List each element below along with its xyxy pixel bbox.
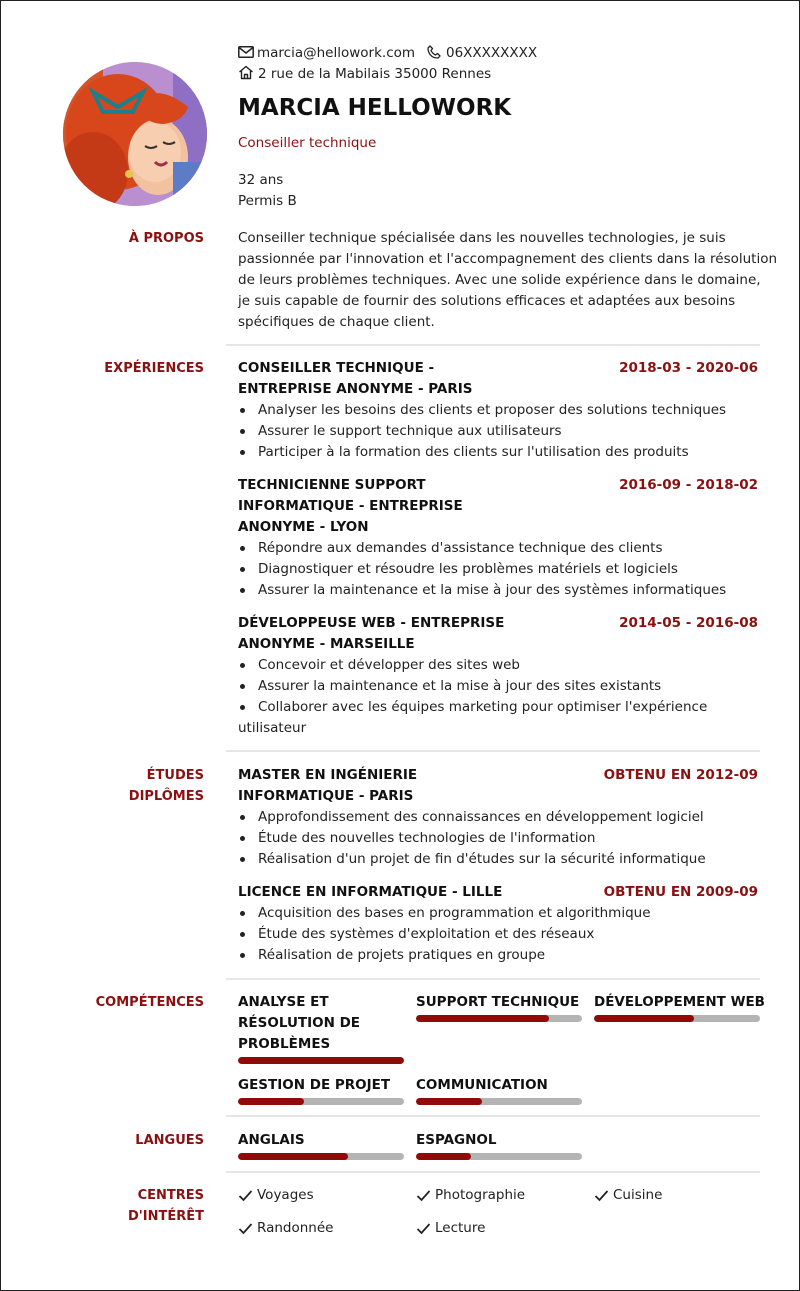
section-title-interests [128,1185,204,1227]
experience-bullets [238,400,760,463]
skill-name [238,1075,404,1096]
experience-title-line: TECHNICIENNE SUPPORT [238,477,426,493]
contact-email[interactable] [238,43,415,64]
list-item: Assurer la maintenance et la mise à jour des sites existants [238,676,708,697]
education-title [238,765,508,807]
language-item [416,1130,582,1160]
education-title-line: INFORMATIQUE - PARIS [238,788,414,804]
check-icon [238,1222,253,1235]
section-title-line: DIPLÔMES [128,789,204,804]
driving-license: Permis B [238,193,297,209]
experience-bullets [238,538,760,601]
skill-level-fill [416,1015,549,1022]
check-icon [594,1189,609,1202]
mail-icon [238,46,254,58]
experience-title [238,613,528,655]
experience-date: 2016-09 - 2018-02 [619,477,758,493]
section-divider [226,1115,760,1117]
section-title-about: À PROPOS [128,231,204,246]
education-bullets [238,903,760,966]
address-text: 2 rue de la Mabilais 35000 Rennes [258,66,492,82]
skill-item [416,1075,582,1105]
skill-level-bar [416,1015,582,1022]
list-item: Acquisition des bases en programmation et algorithmique [238,903,760,924]
skill-name-line: PROBLÈMES [238,1036,331,1052]
section-title-skills: COMPÉTENCES [95,995,204,1010]
skill-item [594,992,765,1022]
skill-level-bar [594,1015,760,1022]
skill-name [416,992,582,1013]
interest-label: Photographie [435,1187,526,1203]
interest-label: Voyages [257,1187,314,1203]
interest-label: Cuisine [613,1187,663,1203]
interest-label: Randonnée [257,1220,334,1236]
section-title-experiences: EXPÉRIENCES [104,361,204,376]
experience-title-line: CONSEILLER TECHNIQUE - [238,360,435,376]
list-item: Diagnostiquer et résoudre les problèmes matériels et logiciels [238,559,760,580]
interest-item [416,1185,525,1206]
section-divider [226,344,760,346]
phone-icon [427,45,441,59]
experience-date: 2014-05 - 2016-08 [619,615,758,631]
interest-item [238,1218,333,1239]
language-level-fill [238,1153,348,1160]
experience-title-line: ANONYME - MARSEILLE [238,636,415,652]
check-icon [238,1189,253,1202]
education-title-line: LICENCE EN INFORMATIQUE - LILLE [238,884,503,900]
skill-item [238,1075,404,1105]
person-name: MARCIA HELLOWORK [238,95,512,121]
section-divider [226,750,760,752]
job-title: Conseiller technique [238,135,377,151]
list-item: Réalisation d'un projet de fin d'études sur la sécurité informatique [238,849,760,870]
section-title-line: D'INTÉRÊT [128,1209,204,1224]
about-line: de leurs problèmes techniques. Avec une solide expérience dans le domaine, [238,272,761,288]
skill-name [238,992,404,1055]
language-name: ESPAGNOL [416,1132,497,1148]
skill-level-fill [238,1057,404,1064]
experience-title-line: INFORMATIQUE - ENTREPRISE [238,498,463,514]
skill-level-fill [238,1098,304,1105]
about-text [238,228,778,333]
list-item: Concevoir et développer des sites web [238,655,708,676]
language-name: ANGLAIS [238,1132,305,1148]
education-title-line: MASTER EN INGÉNIERIE [238,767,418,783]
list-item: Assurer la maintenance et la mise à jour des systèmes informatiques [238,580,760,601]
skill-name-line: GESTION DE PROJET [238,1077,391,1093]
about-line: spécifiques de chaque client. [238,314,435,330]
list-item: Répondre aux demandes d'assistance technique des clients [238,538,760,559]
interest-item [594,1185,662,1206]
language-level-fill [416,1153,471,1160]
section-title-languages: LANGUES [135,1133,204,1148]
skill-level-fill [594,1015,694,1022]
list-item: Approfondissement des connaissances en développement logiciel [238,807,760,828]
skill-level-fill [416,1098,482,1105]
about-line: je suis capable de fournir des solutions efficaces et adaptées aux besoins [238,293,736,309]
skill-name [416,1075,582,1096]
section-title-education [129,765,204,807]
skill-level-bar [416,1098,582,1105]
experience-title [238,358,508,400]
interest-item [238,1185,314,1206]
about-line: passionnée par l'innovation et l'accompagnement des clients dans la résolution [238,251,778,267]
interest-label: Lecture [435,1220,486,1236]
list-item: Collaborer avec les équipes marketing pour optimiser l'expérience utilisateur [238,697,708,739]
experience-bullets [238,655,708,739]
experience-title-line: DÉVELOPPEUSE WEB - ENTREPRISE [238,615,505,631]
section-divider [226,978,760,980]
skill-name-line: SUPPORT TECHNIQUE [416,994,580,1010]
interest-item [416,1218,485,1239]
avatar [63,62,207,206]
list-item: Participer à la formation des clients sur l'utilisation des produits [238,442,760,463]
email-text: marcia@hellowork.com [257,45,416,61]
language-item [238,1130,404,1160]
section-title-line: ÉTUDES [146,768,204,783]
section-title-line: CENTRES [137,1188,204,1203]
contact-address [238,64,491,85]
about-line: Conseiller technique spécialisée dans les nouvelles technologies, je suis [238,230,726,246]
avatar-illustration [63,62,207,206]
check-icon [416,1189,431,1202]
skill-level-bar [238,1098,404,1105]
skill-item [416,992,582,1022]
skill-item [238,992,404,1064]
home-icon [238,65,254,80]
section-divider [226,1171,760,1173]
skill-name-line: ANALYSE ET [238,994,329,1010]
skill-name-line: DÉVELOPPEMENT WEB [594,994,765,1010]
age: 32 ans [238,172,284,188]
list-item: Étude des systèmes d'exploitation et des réseaux [238,924,760,945]
experience-title [238,475,508,538]
skill-level-bar [238,1057,404,1064]
skill-name [594,992,765,1013]
list-item: Étude des nouvelles technologies de l'information [238,828,760,849]
education-title [238,882,528,903]
list-item: Analyser les besoins des clients et proposer des solutions techniques [238,400,760,421]
education-date: OBTENU EN 2009-09 [603,884,758,900]
experience-title-line: ANONYME - LYON [238,519,369,535]
education-bullets [238,807,760,870]
language-level-bar [238,1153,404,1160]
experience-date: 2018-03 - 2020-06 [619,360,758,376]
contact-phone[interactable] [427,43,537,64]
experience-title-line: ENTREPRISE ANONYME - PARIS [238,381,473,397]
check-icon [416,1222,431,1235]
phone-text: 06XXXXXXXX [446,45,538,61]
skill-name-line: COMMUNICATION [416,1077,548,1093]
list-item: Assurer le support technique aux utilisateurs [238,421,760,442]
list-item: Réalisation de projets pratiques en groupe [238,945,760,966]
language-level-bar [416,1153,582,1160]
education-date: OBTENU EN 2012-09 [603,767,758,783]
skill-name-line: RÉSOLUTION DE [238,1015,361,1031]
